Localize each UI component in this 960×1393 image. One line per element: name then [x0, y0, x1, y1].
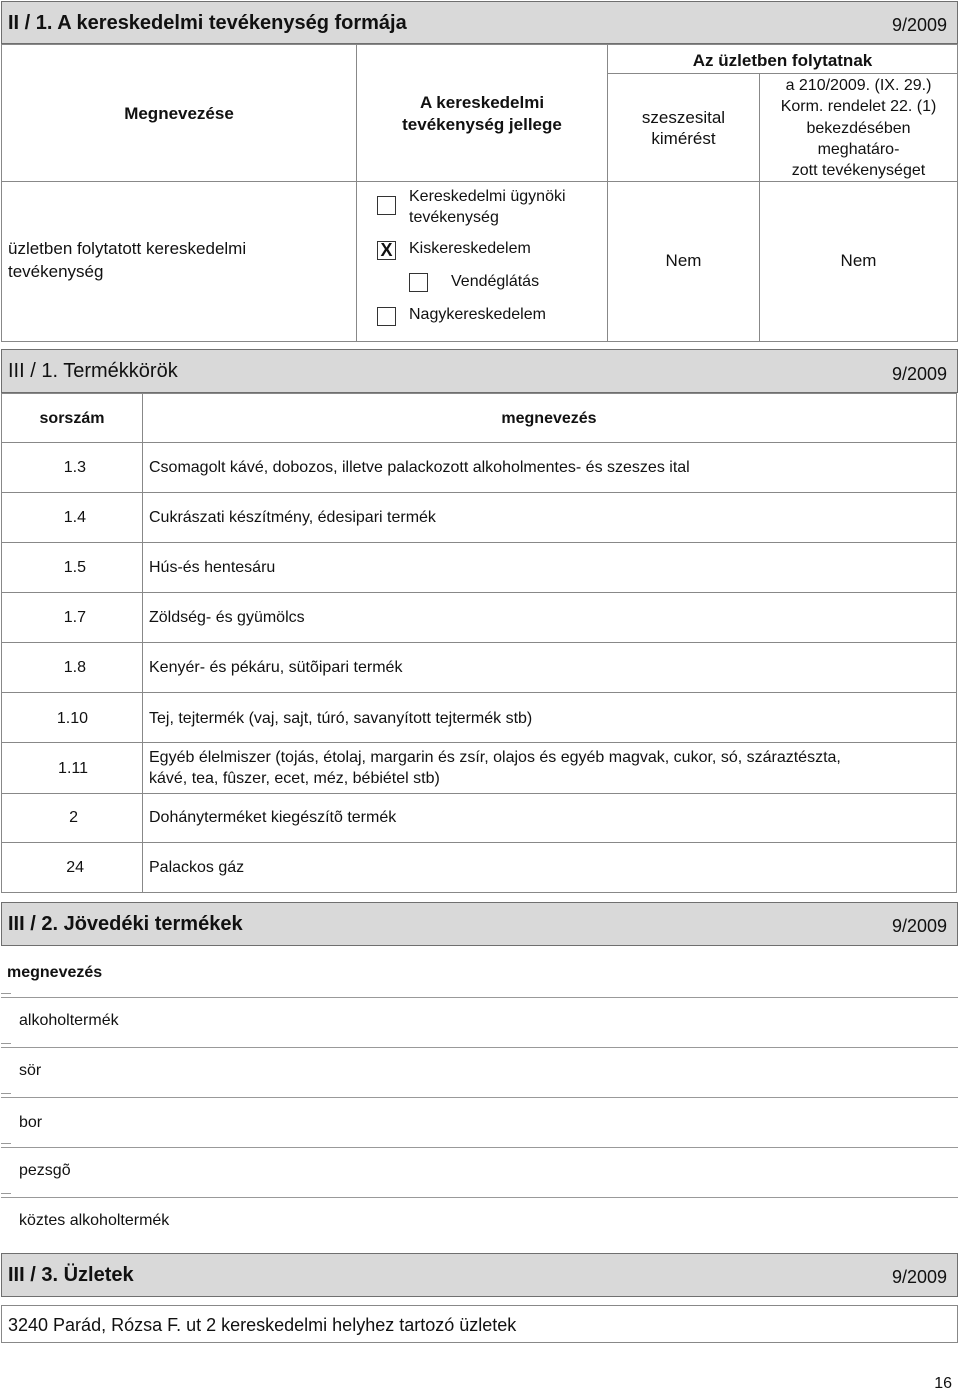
excise-col-megnevezes: megnevezés — [7, 964, 103, 981]
row-num: 1.4 — [63, 509, 86, 526]
row-num: 1.7 — [63, 609, 86, 626]
option-ugynoki-line-2: tevékenység — [409, 209, 499, 226]
section-3-3-header — [1, 1253, 958, 1297]
row-name-cell — [1, 181, 357, 342]
section-3-2-title: III / 2. Jövedéki termékek — [8, 913, 243, 935]
table-row — [1, 542, 957, 593]
section-3-3-date: 9/2009 — [891, 1267, 947, 1287]
row-name: Palackos gáz — [149, 859, 245, 876]
col-megnevezese-label: Megnevezése — [124, 104, 234, 123]
col-group-label: Az üzletben folytatnak — [692, 51, 873, 70]
row-num: 1.11 — [58, 760, 88, 777]
row-name-line-1: üzletben folytatott kereskedelmi — [8, 239, 247, 258]
products-header-row — [1, 393, 957, 443]
row-name: Tej, tejtermék (vaj, sajt, túró, savanyított tejtermék stb) — [149, 710, 533, 727]
col-group — [607, 44, 958, 74]
excise-item: pezsgõ — [19, 1162, 71, 1179]
col-jelleg — [356, 44, 608, 182]
table-row — [1, 793, 957, 843]
shops-text: 3240 Parád, Rózsa F. ut 2 kereskedelmi helyhez tartozó üzletek — [8, 1315, 517, 1335]
section-3-1-header — [1, 349, 958, 393]
row-name: Cukrászati készítmény, édesipari termék — [149, 509, 436, 526]
col-megnevezes: megnevezés — [501, 410, 597, 427]
col-korm-label-3: bekezdésében — [806, 120, 911, 137]
col-jelleg-label-1: A kereskedelmi — [419, 93, 545, 112]
row-name-line-2: kávé, tea, fûszer, ecet, méz, bébiétel stb) — [149, 770, 440, 787]
col-korm-label-1: a 210/2009. (IX. 29.) — [785, 77, 932, 94]
table-row — [1, 492, 957, 543]
col-megnevezese — [1, 44, 357, 182]
list-item — [1, 1197, 958, 1229]
section-3-2-header — [1, 902, 958, 946]
table-row — [1, 642, 957, 693]
row-num: 24 — [66, 859, 84, 876]
korm-value: Nem — [840, 251, 877, 270]
col-sorszam: sorszám — [39, 410, 105, 427]
excise-item: sör — [19, 1062, 42, 1079]
col-szesz-label-2: kimérést — [651, 129, 716, 148]
list-item — [1, 1147, 958, 1179]
section-2-1-title: II / 1. A kereskedelmi tevékenység formája — [8, 12, 407, 34]
excise-item: köztes alkoholtermék — [19, 1212, 170, 1229]
checkbox-ugynoki[interactable] — [377, 196, 396, 215]
col-szeszesital — [607, 73, 760, 182]
checkbox-nagykereskedelem[interactable] — [377, 307, 396, 326]
section-3-1-title: III / 1. Termékkörök — [8, 360, 178, 382]
option-kiskereskedelem: Kiskereskedelem — [409, 240, 531, 257]
szesz-value: Nem — [665, 251, 702, 270]
checkbox-vendeglatas[interactable] — [409, 273, 428, 292]
table-row — [1, 742, 957, 794]
page-number: 16 — [934, 1375, 952, 1392]
row-name: Hús-és hentesáru — [149, 559, 276, 576]
list-item — [1, 997, 958, 1029]
checkbox-kiskereskedelem[interactable]: X — [377, 241, 396, 260]
col-jelleg-label-2: tevékenység jellege — [402, 115, 562, 134]
row-num: 1.8 — [63, 659, 86, 676]
list-item — [1, 1097, 958, 1131]
jelleg-options-cell — [356, 181, 608, 342]
option-ugynoki-line-1: Kereskedelmi ügynöki — [409, 188, 566, 205]
excise-item: bor — [19, 1114, 43, 1131]
col-korm-label-2: Korm. rendelet 22. (1) — [780, 98, 937, 115]
row-num: 1.10 — [56, 710, 88, 727]
col-korm-label-4: meghatáro- — [817, 141, 900, 158]
section-3-3-title: III / 3. Üzletek — [8, 1264, 134, 1286]
section-2-1-date: 9/2009 — [891, 15, 947, 35]
table-row — [1, 842, 957, 893]
shops-cell — [1, 1305, 958, 1343]
row-name-line-2: tevékenység — [8, 262, 104, 281]
row-name: Dohányterméket kiegészítõ termék — [149, 809, 397, 826]
section-3-2-date: 9/2009 — [891, 916, 947, 936]
row-name: Kenyér- és pékáru, sütõipari termék — [149, 659, 403, 676]
table-row — [1, 442, 957, 493]
row-name: Csomagolt kávé, dobozos, illetve palackozott alkoholmentes- és szeszes ital — [149, 459, 690, 476]
row-name: Zöldség- és gyümölcs — [149, 609, 305, 626]
col-korm-label-5: zott tevékenységet — [791, 162, 926, 179]
section-2-1-header — [1, 1, 958, 44]
excise-item: alkoholtermék — [19, 1012, 119, 1029]
col-szesz-label-1: szeszesital — [641, 108, 726, 127]
section-3-1-date: 9/2009 — [891, 364, 947, 384]
table-row — [1, 692, 957, 743]
table-row — [1, 592, 957, 643]
col-korm-rendelet — [759, 73, 958, 182]
option-nagykereskedelem: Nagykereskedelem — [409, 306, 546, 323]
list-item — [1, 1047, 958, 1079]
row-num: 1.5 — [63, 559, 86, 576]
korm-value-cell — [759, 181, 958, 342]
option-vendeglatas: Vendéglátás — [451, 273, 540, 290]
row-num: 1.3 — [63, 459, 86, 476]
szesz-value-cell — [607, 181, 760, 342]
row-name: Egyéb élelmiszer (tojás, étolaj, margarin és zsír, olajos és egyéb magvak, cukor, só, száraztészta, — [149, 749, 841, 766]
row-num: 2 — [69, 809, 78, 826]
